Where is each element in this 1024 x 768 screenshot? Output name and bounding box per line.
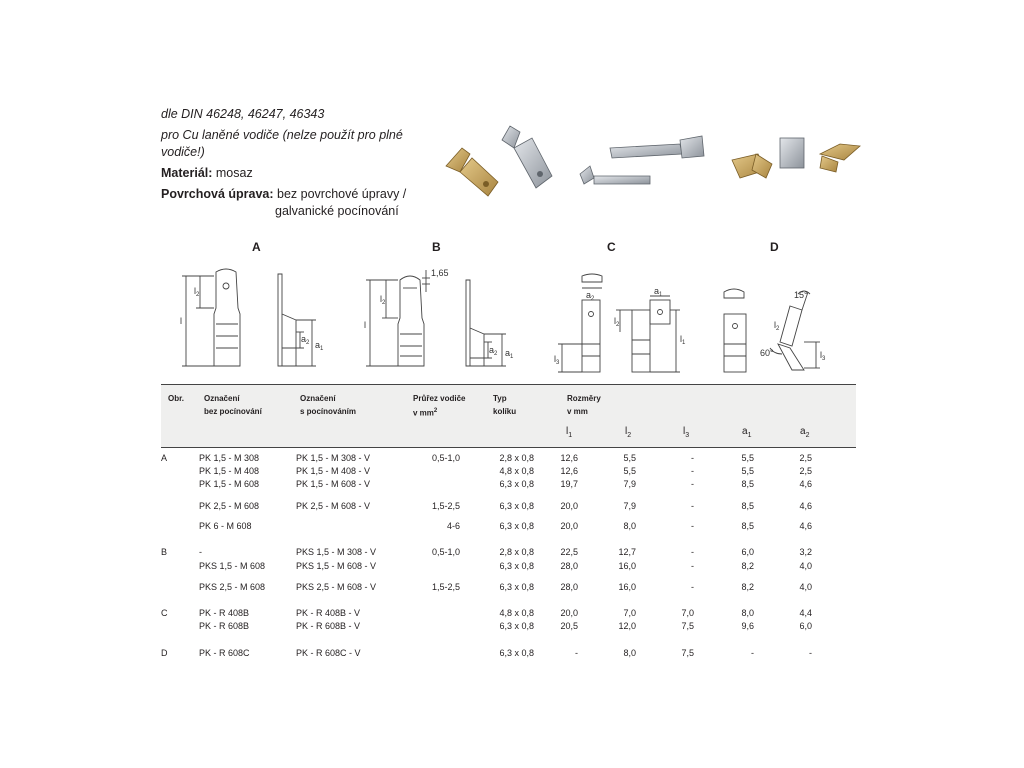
table-cell-a1: 8,2 <box>741 561 754 571</box>
table-cell-l2: 16,0 <box>618 582 636 592</box>
table-cell-cross: 0,5-1,0 <box>431 547 460 557</box>
table-cell-l3: - <box>691 521 694 531</box>
table-cell-l1: 28,0 <box>560 561 578 571</box>
table-cell-l1: 20,0 <box>560 521 578 531</box>
dim-60-label: 60° <box>760 348 774 358</box>
dim-165-label: 1,65 <box>431 268 449 278</box>
table-cell-a1: 8,5 <box>741 479 754 489</box>
table-cell-c2: PK - R 608B - V <box>296 621 361 631</box>
table-cell-a2: - <box>809 648 812 658</box>
table-cell-obr: A <box>161 453 168 463</box>
drawing-c <box>548 270 698 374</box>
table-cell-c1: PK 6 - M 608 <box>199 521 252 531</box>
drawing-d <box>712 284 852 374</box>
svg-text:l1: $l_1$ <box>680 334 686 346</box>
header-oznaceni-tinned-1: Označení <box>300 394 336 403</box>
table-cell-c1: PK 1,5 - M 608 <box>199 479 260 489</box>
table-cell-l1: 28,0 <box>560 582 578 592</box>
header-oznaceni-tinned <box>300 392 356 418</box>
table-cell-typ: 6,3 x 0,8 <box>499 582 534 592</box>
table-cell-l2: 7,9 <box>623 479 636 489</box>
surface-label: Povrchová úprava: <box>161 187 274 201</box>
table-cell-c2: PK 1,5 - M 608 - V <box>296 479 371 489</box>
table-cell-l3: 7,5 <box>681 648 694 658</box>
header-oznaceni-tinned-2: s pocínováním <box>300 407 357 416</box>
table-cell-l1: 12,6 <box>560 453 578 463</box>
symbol-l3: $l_3$ <box>683 426 690 439</box>
piggyback-terminals-photo <box>732 138 860 178</box>
table-cell-l1: 20,5 <box>560 621 578 631</box>
standard-text: dle DIN 46248, 46247, 46343 <box>161 107 325 121</box>
table-cell-cross: 1,5-2,5 <box>431 582 460 592</box>
table-cell-typ: 4,8 x 0,8 <box>499 466 534 476</box>
table-cell-l3: - <box>691 501 694 511</box>
table-cell-l3: - <box>691 547 694 557</box>
header-prurez-1: Průřez vodiče <box>413 394 466 403</box>
table-cell-c2: PK 2,5 - M 608 - V <box>296 501 371 511</box>
table-cell-typ: 2,8 x 0,8 <box>499 547 534 557</box>
table-cell-c2: PK 1,5 - M 308 - V <box>296 453 371 463</box>
drawing-a <box>178 262 343 376</box>
table-cell-typ: 6,3 x 0,8 <box>499 521 534 531</box>
symbol-a2: $a_2$ <box>800 426 810 439</box>
header-prurez <box>413 392 465 420</box>
table-cell-c2: PKS 1,5 - M 608 - V <box>296 561 377 571</box>
table-cell-typ: 6,3 x 0,8 <box>499 501 534 511</box>
table-cell-a1: - <box>751 648 754 658</box>
table-cell-l2: 12,0 <box>618 621 636 631</box>
figure-label-d: D <box>770 240 779 254</box>
material-line <box>161 165 421 182</box>
table-cell-l2: 5,5 <box>623 466 636 476</box>
table-cell-c2: PKS 1,5 - M 308 - V <box>296 547 377 557</box>
table-cell-a1: 5,5 <box>741 453 754 463</box>
material-label: Materiál: <box>161 166 213 180</box>
svg-text:l: l <box>364 320 366 330</box>
table-cell-l2: 5,5 <box>623 453 636 463</box>
svg-text:a2: $a_2$ <box>489 345 498 357</box>
svg-text:l: l <box>180 316 182 326</box>
table-cell-c1: PK - R 608C <box>199 648 250 658</box>
table-cell-a1: 9,6 <box>741 621 754 631</box>
header-rozmery <box>567 392 601 418</box>
table-cell-l3: - <box>691 582 694 592</box>
table-cell-typ: 6,3 x 0,8 <box>499 479 534 489</box>
svg-text:l3: $l_3$ <box>554 354 560 366</box>
dim-15-label: 15° <box>794 290 808 300</box>
table-cell-l1: 22,5 <box>560 547 578 557</box>
table-cell-typ: 6,3 x 0,8 <box>499 561 534 571</box>
product-photos <box>440 118 880 208</box>
table-cell-l3: - <box>691 453 694 463</box>
header-prurez-unit: v mm <box>413 408 434 418</box>
table-cell-a1: 8,5 <box>741 521 754 531</box>
table-cell-c1: PK - R 608B <box>199 621 250 631</box>
table-cell-obr: C <box>161 608 168 618</box>
table-cell-a2: 4,6 <box>799 521 812 531</box>
svg-text:a2: $a_2$ <box>586 290 595 302</box>
table-cell-l2: 16,0 <box>618 561 636 571</box>
table-cell-cross: 0,5-1,0 <box>431 453 460 463</box>
table-cell-cross: 1,5-2,5 <box>431 501 460 511</box>
svg-text:l2: $l_2$ <box>380 294 386 306</box>
table-cell-l2: 7,0 <box>623 608 636 618</box>
table-cell-c1: PKS 1,5 - M 608 <box>199 561 266 571</box>
header-prurez-2: v $mm^2$ <box>413 408 438 418</box>
header-oznaceni-plain-1: Označení <box>204 394 240 403</box>
header-obr: Obr. <box>168 394 185 403</box>
table-cell-typ: 4,8 x 0,8 <box>499 608 534 618</box>
svg-text:a1: $a_1$ <box>505 348 514 360</box>
table-cell-c2: PKS 2,5 - M 608 - V <box>296 582 377 592</box>
header-typ-2: kolíku <box>493 407 517 416</box>
table-cell-a2: 4,4 <box>799 608 812 618</box>
table-cell-l1: 12,6 <box>560 466 578 476</box>
table-cell-c1: PK 1,5 - M 408 <box>199 466 260 476</box>
svg-text:l2: $l_2$ <box>614 316 620 328</box>
material-value: mosaz <box>215 166 253 180</box>
table-cell-a2: 6,0 <box>799 621 812 631</box>
table-cell-l2: 8,0 <box>623 521 636 531</box>
header-oznaceni-plain-2: bez pocínování <box>204 407 262 416</box>
table-cell-a2: 4,6 <box>799 479 812 489</box>
table-cell-c2: PK - R 608C - V <box>296 648 361 658</box>
header-typ <box>493 392 516 418</box>
header-oznaceni-plain <box>204 392 262 418</box>
table-cell-a2: 2,5 <box>799 453 812 463</box>
usage-text: pro Cu laněné vodiče (nelze použít pro plné vodiče!) <box>161 128 403 159</box>
table-cell-obr: B <box>161 547 168 557</box>
table-cell-l2: 7,9 <box>623 501 636 511</box>
table-cell-c1: PKS 2,5 - M 608 <box>199 582 266 592</box>
surface-line <box>161 186 421 203</box>
table-cell-a1: 8,5 <box>741 501 754 511</box>
table-cell-a2: 2,5 <box>799 466 812 476</box>
symbol-l2: $l_2$ <box>625 426 632 439</box>
long-terminal-photo <box>580 136 704 184</box>
table-cell-l1: 20,0 <box>560 608 578 618</box>
svg-text:a2: $a_2$ <box>301 334 310 346</box>
symbol-a1: $a_1$ <box>742 426 752 439</box>
table-cell-typ: 2,8 x 0,8 <box>499 453 534 463</box>
tinned-terminal-photo <box>502 126 552 188</box>
svg-text:l3: $l_3$ <box>820 350 826 362</box>
table-cell-l1: 19,7 <box>560 479 578 489</box>
table-cell-l2: 8,0 <box>623 648 636 658</box>
table-cell-c1: PK - R 408B <box>199 608 250 618</box>
symbol-l1: $l_1$ <box>566 426 573 439</box>
table-cell-l1: - <box>575 648 578 658</box>
table-cell-a2: 4,0 <box>799 561 812 571</box>
intro-block <box>161 106 421 220</box>
table-cell-a1: 8,2 <box>741 582 754 592</box>
table-cell-c1: PK 1,5 - M 308 <box>199 453 260 463</box>
figure-label-b: B <box>432 240 441 254</box>
table-cell-a2: 4,6 <box>799 501 812 511</box>
table-cell-a1: 6,0 <box>741 547 754 557</box>
table-cell-c1: PK 2,5 - M 608 <box>199 501 260 511</box>
table-cell-l3: - <box>691 561 694 571</box>
svg-text:l2: $l_2$ <box>194 286 200 298</box>
table-cell-l3: - <box>691 479 694 489</box>
table-cell-c1: - <box>199 547 202 557</box>
table-cell-l3: 7,5 <box>681 621 694 631</box>
drawing-b <box>360 262 530 376</box>
table-cell-a2: 4,0 <box>799 582 812 592</box>
figure-label-c: C <box>607 240 616 254</box>
table-cell-l2: 12,7 <box>618 547 636 557</box>
table-cell-c2: PK - R 408B - V <box>296 608 361 618</box>
header-rozmery-1: Rozměry <box>567 394 601 403</box>
brass-terminal-photo <box>446 148 498 196</box>
table-cell-a1: 8,0 <box>741 608 754 618</box>
table-cell-c2: PK 1,5 - M 408 - V <box>296 466 371 476</box>
table-cell-a1: 5,5 <box>741 466 754 476</box>
table-cell-cross: 4-6 <box>446 521 460 531</box>
surface-value-2: galvanické pocínování <box>275 204 399 218</box>
table-cell-l1: 20,0 <box>560 501 578 511</box>
svg-text:a1: $a_1$ <box>654 286 663 298</box>
surface-value-1: bez povrchové úpravy / <box>277 187 407 201</box>
table-cell-typ: 6,3 x 0,8 <box>499 648 534 658</box>
table-cell-typ: 6,3 x 0,8 <box>499 621 534 631</box>
table-cell-l3: - <box>691 466 694 476</box>
header-typ-1: Typ <box>493 394 507 403</box>
figure-label-a: A <box>252 240 261 254</box>
table-cell-a2: 3,2 <box>799 547 812 557</box>
table-cell-l3: 7,0 <box>681 608 694 618</box>
table-cell-obr: D <box>161 648 168 658</box>
header-rozmery-2: v mm <box>567 407 588 416</box>
svg-text:a1: $a_1$ <box>315 340 324 352</box>
svg-text:l2: $l_2$ <box>774 320 780 332</box>
